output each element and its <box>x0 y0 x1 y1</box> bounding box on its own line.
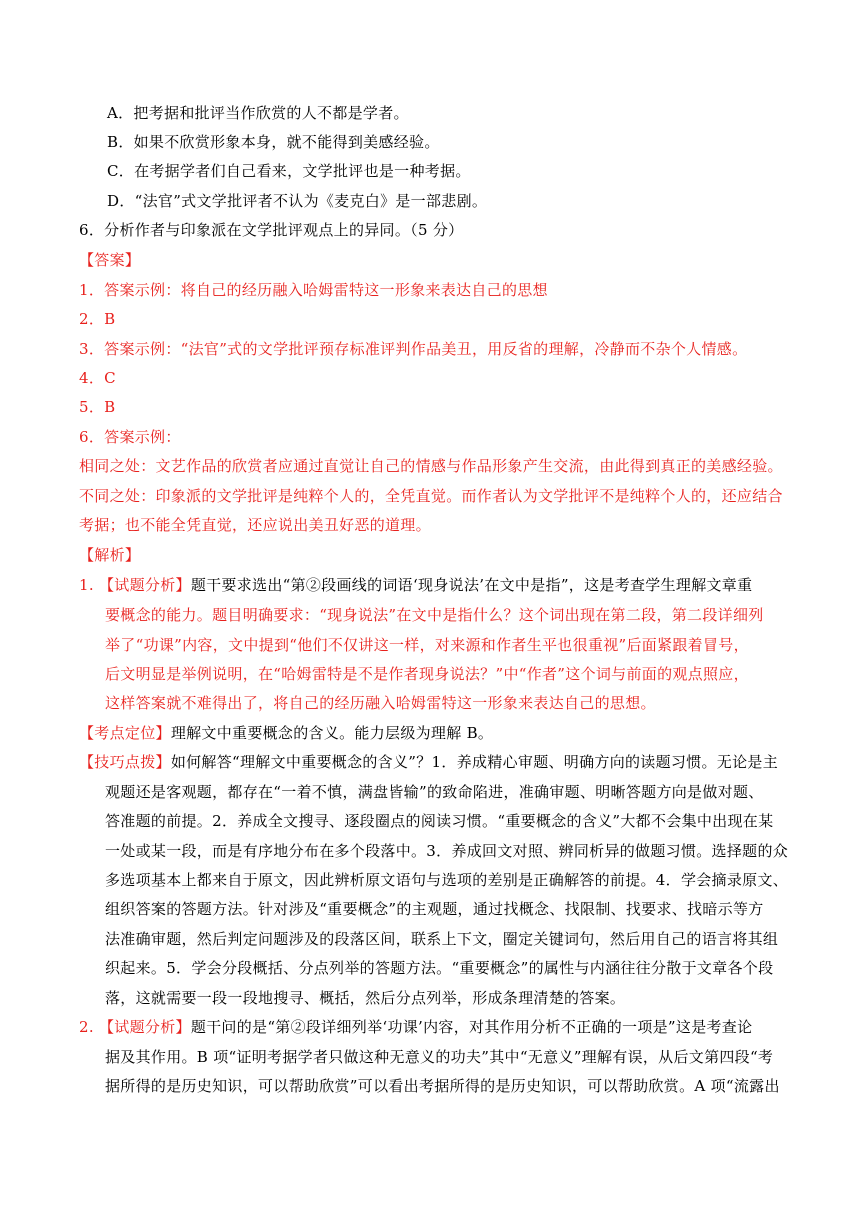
analysis-1-lead: 题干要求选出“第②段画线的词语‘现身说法’在文中是指”，这是考查学生理解文章重 <box>190 576 753 594</box>
jiqiao-line: 一处或某一段，而是有序地分布在多个段落中。3．养成回文对照、辨同析异的做题习惯。选择题的众 <box>105 842 789 860</box>
jiqiao-line: 观题还是客观题，都存在“一着不慎，满盘皆输”的致命陷进，准确审题、明晰答题方向是做对题、 <box>105 783 764 801</box>
jiqiao-lead: 如何解答“理解文中重要概念的含义”？1．养成精心审题、明确方向的读题习惯。无论是主 <box>170 753 778 771</box>
analysis-header: 【解析】 <box>79 546 141 564</box>
analysis-1-line: 后文明显是举例说明，在“哈姆雷特是不是作者现身说法？”中“作者”这个词与前面的观点照应， <box>105 665 749 683</box>
kaodian-line <box>79 723 493 743</box>
analysis-1-line: 这样答案就不难得出了，将自己的经历融入哈姆雷特这一形象来表达自己的思想。 <box>105 694 656 712</box>
analysis-2-line: 据所得的是历史知识，可以帮助欣赏”可以看出考据所得的是历史知识，可以帮助欣赏。A 项“流露出 <box>105 1077 780 1095</box>
analysis-2-lead: 题干问的是“第②段详细列举‘功课’内容，对其作用分析不正确的一项是”这是考查论 <box>190 1018 753 1036</box>
question-6: 6．分析作者与印象派在文学批评观点上的异同。（5 分） <box>79 221 464 239</box>
answer-4: 4．C <box>79 369 116 387</box>
jiqiao-line: 多选项基本上都来自于原文，因此辨析原文语句与选项的差别是正确解答的前提。4．学会摘录原文、 <box>105 871 789 889</box>
answer-6-different: 不同之处：印象派的文学批评是纯粹个人的，全凭直觉。而作者认为文学批评不是纯粹个人的，还应结合 <box>79 487 783 505</box>
option-d: D．“法官”式文学批评者不认为《麦克白》是一部悲剧。 <box>107 192 488 210</box>
jiqiao-line: 落，这就需要一段一段地搜寻、概括，然后分点列举，形成条理清楚的答案。 <box>105 989 626 1007</box>
analysis-2-tag: 【试题分析】 <box>99 1018 191 1036</box>
analysis-2-first-line <box>79 1017 752 1037</box>
answer-2: 2．B <box>79 310 116 328</box>
answer-3: 3．答案示例：“法官”式的文学批评预存标准评判作品美丑，用反省的理解，冷静而不杂个人情感。 <box>79 340 748 358</box>
option-b: B．如果不欣赏形象本身，就不能得到美感经验。 <box>107 133 440 151</box>
answer-6-different-cont: 考据；也不能全凭直觉，还应说出美丑好恶的道理。 <box>79 516 431 534</box>
jiqiao-first-line <box>79 752 778 772</box>
analysis-1-line: 要概念的能力。题目明确要求：“现身说法”在文中是指什么？这个词出现在第二段，第二段详细列 <box>105 606 764 624</box>
kaodian-tag: 【考点定位】 <box>79 724 171 742</box>
option-a: A．把考据和批评当作欣赏的人不都是学者。 <box>107 104 409 122</box>
jiqiao-line: 法准确审题，然后判定问题涉及的段落区间，联系上下文，圈定关键词句，然后用自己的语言将其组 <box>105 930 779 948</box>
analysis-1-tag: 【试题分析】 <box>99 576 191 594</box>
analysis-1-number: 1. <box>79 576 94 594</box>
answer-header: 【答案】 <box>79 251 141 269</box>
jiqiao-line: 答准题的前提。2．养成全文搜寻、逐段圈点的阅读习惯。“重要概念的含义”大都不会集中出现在某 <box>105 812 774 830</box>
answer-1: 1．答案示例：将自己的经历融入哈姆雷特这一形象来表达自己的思想 <box>79 281 548 299</box>
analysis-2-line: 据及其作用。B 项“证明考据学者只做这种无意义的功夫”其中“无意义”理解有误，从后文第四段“考 <box>105 1048 774 1066</box>
option-c: C．在考据学者们自己看来，文学批评也是一种考据。 <box>107 162 471 180</box>
analysis-1-first-line <box>79 575 752 595</box>
jiqiao-line: 组织答案的答题方法。针对涉及“重要概念”的主观题，通过找概念、找限制、找要求、找暗示等方 <box>105 900 764 918</box>
jiqiao-line: 织起来。5．学会分段概括、分点列举的答题方法。“重要概念”的属性与内涵往往分散于文章各个段 <box>105 959 774 977</box>
answer-6-similar: 相同之处：文艺作品的欣赏者应通过直觉让自己的情感与作品形象产生交流，由此得到真正的美感经验。 <box>79 457 783 475</box>
analysis-2-number: 2. <box>79 1018 94 1036</box>
kaodian-text: 理解文中重要概念的含义。能力层级为理解 B。 <box>170 724 494 742</box>
answer-6: 6．答案示例： <box>79 428 181 446</box>
analysis-1-line: 举了“功课”内容，文中提到“他们不仅讲这一样，对来源和作者生平也很重视”后面紧跟着冒号， <box>105 636 749 654</box>
jiqiao-tag: 【技巧点拨】 <box>79 753 171 771</box>
answer-5: 5．B <box>79 398 116 416</box>
